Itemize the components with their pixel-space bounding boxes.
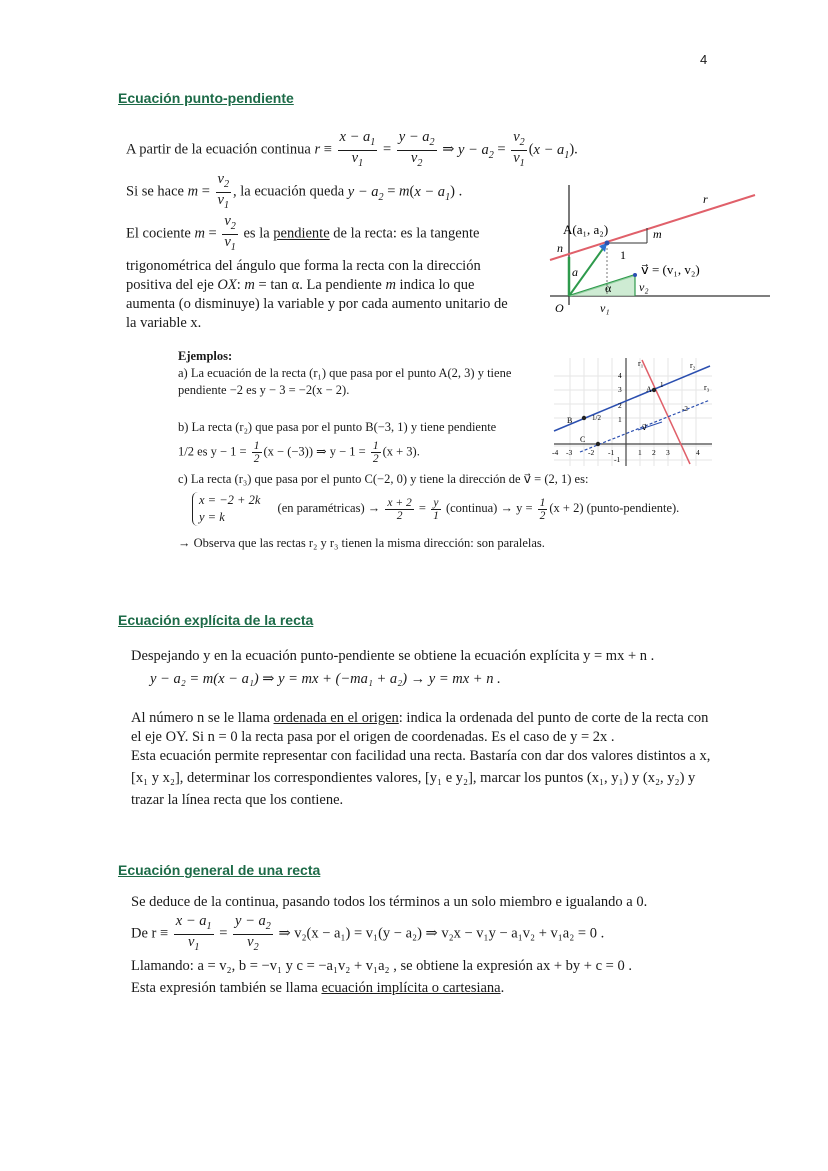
label-origin: O (555, 301, 564, 315)
svg-text:4: 4 (618, 371, 622, 380)
label-m: m (653, 227, 662, 241)
label-A: A (646, 385, 652, 394)
explicit-paragraph: Al número n se le llama ordenada en el origen: indica la ordenada del punto de corte de la recta con el eje OY. Si n = 0 la recta pasa por el origen de coordenadas. Es el caso de y = 2x . Esta ecuación permite representar con facilidad una recta. Bastaría con dar dos valores distintos a x, [x₁ y x₂], determinar los correspondientes valores, [y₁ e y₂], marcar los puntos (x₁, y₁) y (x₂, y₂) y trazar la línea recta que los contiene. (131, 710, 711, 808)
label-B: B (567, 416, 573, 425)
example-c-line1: c) La recta (r₃) que pasa por el punto C(−2, 0) y tiene la dirección de v⃗ = (2, 1) es: (178, 472, 589, 486)
general-derivation: De r ≡ $\frac{x - a_1}{v_1}$ = $\frac{y - a_2}{v_2}$ ⇒ v₂(x − a₁) = v₁(y − a₂) ⇒ v₂x − v₁y − a₁v₂ + v₁a₂ = 0 . (131, 913, 605, 953)
svg-text:-1: -1 (608, 448, 615, 457)
point-A (652, 388, 656, 392)
slope-paragraph: El cociente m = $\frac{v_2}{v_1}$ es la pendiente de la recta: es la tangente trigonométrica del ángulo que forma la recta con la dirección positiva del eje OX: m = tan α. La pendiente m indica lo que aumenta (o disminuye) la variable y por cada aumento unitario de la variable x. (126, 213, 508, 331)
svg-text:2: 2 (618, 401, 622, 410)
svg-text:-3: -3 (566, 448, 573, 457)
label-C: C (580, 435, 586, 444)
label-vector-v: v⃗ = (v₁, v₂) (641, 262, 700, 277)
label-alpha: α (605, 281, 612, 295)
label-v1: v₁ (600, 301, 610, 315)
example-a: a) La ecuación de la recta (r₁) que pasa por el punto A(2, 3) y tiene pendiente −2 es y − 3 = −2(x − 2). (178, 366, 512, 397)
parallel-note: → Observa que las rectas r₂ y r₃ tienen la misma dirección: son paralelas. (178, 536, 545, 550)
svg-text:1: 1 (638, 448, 642, 457)
point-B (582, 416, 586, 420)
example-c-equations: x = −2 + 2k y = k (en paramétricas) → $\frac{x + 2}{2}$ = $\frac{y}{1}$ (continua) → y = $\frac{1}{2}$ (x + 2) (punto-pendiente). (192, 492, 732, 526)
label-r2: r₂ (690, 361, 696, 370)
svg-text:-2: -2 (588, 448, 595, 457)
label-half: 1/2 (592, 414, 601, 422)
examples-title: Ejemplos: (178, 349, 233, 363)
label-r: r (703, 192, 708, 206)
slope-definition-line: Si se hace m = $\frac{v_2}{v_1}$ , la ecuación queda $y - a_2 = m(x - a_1)$ . (126, 171, 463, 211)
page-number: 4 (700, 52, 708, 67)
section-title-general: Ecuación general de una recta (118, 862, 321, 878)
explicit-derivation: y − a₂ = m(x − a₁) ⇒ y = mx + (−ma₁ + a₂) → y = mx + n . (150, 671, 501, 687)
explicit-intro: Despejando y en la ecuación punto-pendiente se obtiene la ecuación explícita y = mx + n . (131, 648, 655, 664)
svg-text:3: 3 (666, 448, 670, 457)
section-title-punto-pendiente: Ecuación punto-pendiente (118, 90, 294, 106)
general-naming: Llamando: a = v₂, b = −v₁ y c = −a₁v₂ + v₁a₂ , se obtiene la expresión ax + by + c = 0 . (131, 958, 632, 974)
examples-graph (550, 356, 715, 468)
label-vector-a: a⃗ (572, 265, 588, 279)
section-title-explicita: Ecuación explícita de la recta (118, 612, 314, 628)
continuous-equation-line: A partir de la ecuación continua r ≡ $\frac{x - a_1}{v_1}$ = $\frac{y - a_2}{v_2}$ ⇒ $y - a_2$ = $\frac{v_2}{v_1}$ $(x - a_1)$. (126, 129, 578, 169)
example-b: b) La recta (r₂) que pasa por el punto B(−3, 1) y tiene pendiente 1/2 es y − 1 = $\frac{1}{2}$ (x − (−3)) ⇒ y − 1 = $\frac{1}{2}$ (x + 3). (178, 420, 497, 465)
label-minus-two: -2 (682, 405, 688, 413)
svg-text:1: 1 (618, 415, 622, 424)
label-point-A: A(a₁, a₂) (563, 222, 609, 237)
label-v2: v₂ (639, 280, 649, 294)
label-one: 1 (660, 381, 664, 389)
label-one: 1 (620, 248, 626, 262)
svg-text:-4: -4 (552, 448, 559, 457)
label-r3: r₃ (704, 383, 710, 392)
svg-text:2: 2 (652, 448, 656, 457)
general-implicit: Esta expresión también se llama ecuación implícita o cartesiana. (131, 980, 505, 996)
svg-text:4: 4 (696, 448, 700, 457)
point-C (596, 442, 600, 446)
label-r1: r₁ (638, 359, 644, 368)
label-n: n (557, 241, 563, 255)
general-intro: Se deduce de la continua, pasando todos los términos a un solo miembro e igualando a 0. (131, 894, 648, 910)
svg-text:3: 3 (618, 385, 622, 394)
slope-diagram (545, 180, 773, 320)
label-v: v⃗ (642, 423, 647, 432)
svg-text:-1: -1 (614, 455, 621, 464)
